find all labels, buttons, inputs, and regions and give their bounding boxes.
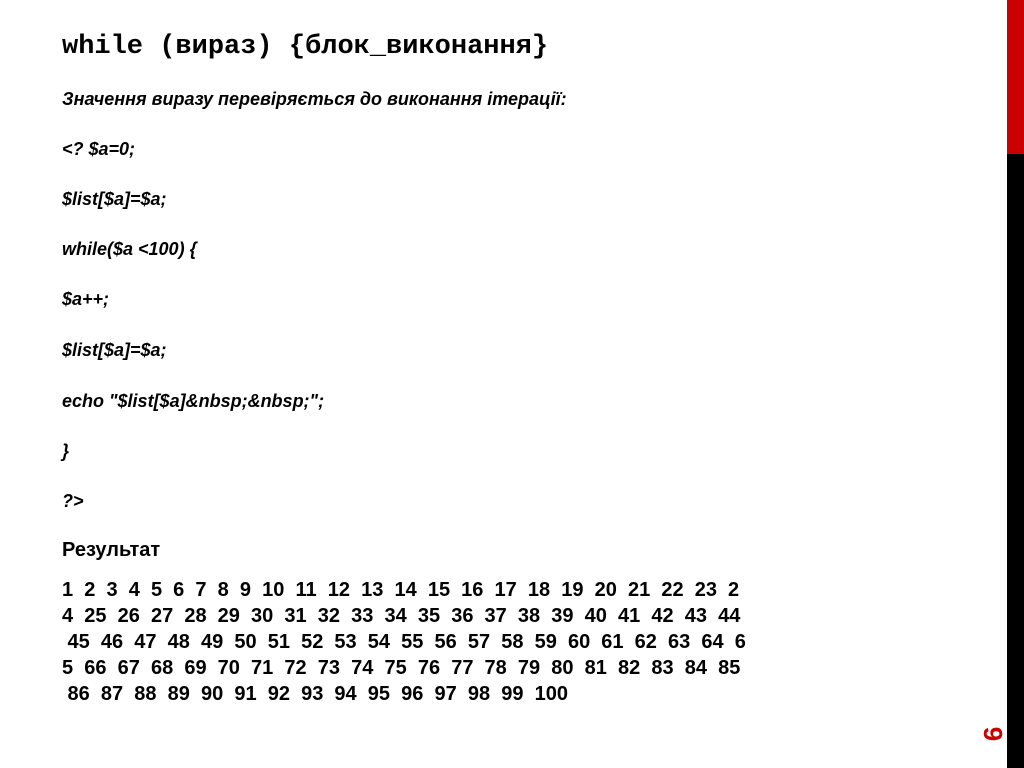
page-number: 9 <box>978 726 1008 742</box>
result-label: Результат <box>62 539 161 561</box>
slide-subtitle: Значення виразу перевіряється до виконання ітерації: <box>62 89 567 109</box>
result-line: 86 87 88 89 90 91 92 93 94 95 96 97 98 99 100 <box>62 683 568 705</box>
slide-title: while (вираз) {блок_виконання} <box>62 32 549 62</box>
code-line: } <box>62 441 70 461</box>
code-line: $list[$a]=$a; <box>62 189 167 209</box>
result-line: 1 2 3 4 5 6 7 8 9 10 11 12 13 14 15 16 17 18 19 20 21 22 23 2 <box>62 579 740 601</box>
code-line: $a++; <box>62 289 110 309</box>
code-line: <? $a=0; <box>62 139 136 159</box>
sidebar-accent-bar <box>1007 0 1024 154</box>
sidebar-dark-bar <box>1007 154 1024 768</box>
result-line: 5 66 67 68 69 70 71 72 73 74 75 76 77 78 79 80 81 82 83 84 85 <box>62 657 741 679</box>
result-line: 4 25 26 27 28 29 30 31 32 33 34 35 36 37 38 39 40 41 42 43 44 <box>62 605 741 627</box>
code-line: $list[$a]=$a; <box>62 340 167 360</box>
code-line: while($a <100) { <box>62 239 197 259</box>
code-line: echo "$list[$a]&nbsp;&nbsp;"; <box>62 391 325 411</box>
result-line: 45 46 47 48 49 50 51 52 53 54 55 56 57 58 59 60 61 62 63 64 6 <box>62 631 746 653</box>
code-line: ?> <box>62 491 84 511</box>
